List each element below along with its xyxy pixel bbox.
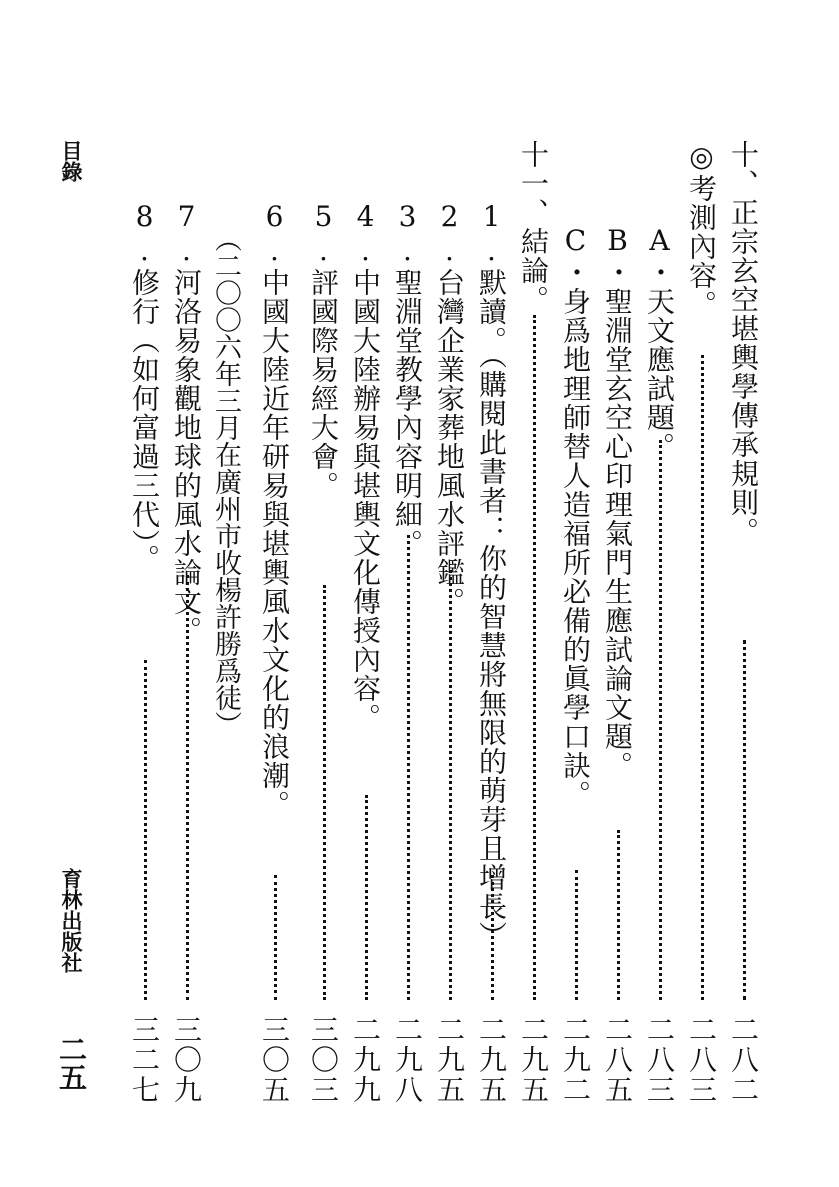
entry-page: 二八三 bbox=[685, 1015, 718, 1105]
toc-entry[interactable] bbox=[126, 140, 166, 1105]
section-label: 目錄 bbox=[59, 140, 83, 182]
entry-page: 二九九 bbox=[349, 1015, 382, 1105]
entry-title: B・聖淵堂玄空心印理氣門生應試論文題。 bbox=[601, 224, 634, 780]
leader-dots bbox=[144, 660, 147, 1000]
entry-page: 二九八 bbox=[391, 1015, 424, 1105]
leader-dots bbox=[186, 575, 189, 1000]
entry-page: 二九五 bbox=[433, 1015, 466, 1105]
entry-title: 2.台灣企業家葬地風水評鑑。 bbox=[433, 200, 466, 616]
toc-entry[interactable] bbox=[599, 140, 639, 1105]
entry-title: 十一、結論。 bbox=[517, 140, 550, 314]
entry-title: 5.評國際易經大會。 bbox=[307, 200, 340, 500]
entry-title: 4.中國大陸辦易與堪輿文化傳授內容。 bbox=[349, 200, 382, 732]
toc-entry[interactable] bbox=[641, 140, 681, 1105]
page-number: 二五 bbox=[55, 1035, 88, 1091]
leader-dots bbox=[743, 640, 746, 1000]
entry-page: 二九五 bbox=[517, 1015, 550, 1105]
toc-entry[interactable] bbox=[389, 140, 429, 1105]
toc-entry[interactable] bbox=[305, 140, 345, 1105]
toc-entry[interactable] bbox=[683, 140, 723, 1105]
entry-page: 二八二 bbox=[727, 1015, 760, 1105]
leader-dots bbox=[617, 830, 620, 1000]
entry-title: 1.默讀。（購閱此書者：你的智慧將無限的萌芽且增長） bbox=[475, 200, 508, 950]
toc-entry[interactable] bbox=[515, 140, 555, 1105]
toc-entry[interactable] bbox=[431, 140, 471, 1105]
entry-title: ◎考測內容。 bbox=[685, 140, 718, 319]
entry-note: （二〇〇六年三月在廣州市收楊許勝爲徒） bbox=[210, 225, 241, 738]
toc-entry[interactable] bbox=[557, 140, 597, 1105]
leader-dots bbox=[701, 355, 704, 1000]
toc-entry[interactable] bbox=[168, 140, 208, 1105]
entry-title: C・身爲地理師替人造福所必備的眞學口訣。 bbox=[559, 224, 592, 809]
entry-page: 二九五 bbox=[475, 1015, 508, 1105]
toc-entry[interactable] bbox=[725, 140, 765, 1105]
entry-page: 二八三 bbox=[643, 1015, 676, 1105]
toc-entry[interactable] bbox=[256, 140, 296, 1105]
entry-title: 8.修行（如何富過三代）。 bbox=[128, 200, 161, 573]
entry-title: A・天文應試題。 bbox=[643, 224, 676, 461]
entry-page: 二九二 bbox=[559, 1015, 592, 1105]
entry-page: 三〇九 bbox=[170, 1015, 203, 1105]
leader-dots bbox=[274, 875, 277, 1000]
leader-dots bbox=[323, 585, 326, 1000]
toc-entry[interactable] bbox=[347, 140, 387, 1105]
leader-dots bbox=[407, 535, 410, 1000]
leader-dots bbox=[575, 870, 578, 1000]
entry-page: 三〇五 bbox=[258, 1015, 291, 1105]
publisher-label: 育林出版社 bbox=[59, 868, 83, 973]
entry-page: 三〇三 bbox=[307, 1015, 340, 1105]
entry-title: 3.聖淵堂教學內容明細。 bbox=[391, 200, 424, 558]
entry-page: 二八五 bbox=[601, 1015, 634, 1105]
leader-dots bbox=[491, 875, 494, 1000]
entry-page: 三二七 bbox=[128, 1015, 161, 1105]
entry-title: 6.中國大陸近年研易與堪輿風水文化的浪潮。 bbox=[258, 200, 291, 819]
leader-dots bbox=[365, 795, 368, 1000]
leader-dots bbox=[659, 440, 662, 1000]
entry-title: 十、正宗玄空堪輿學傳承規則。 bbox=[727, 140, 760, 546]
toc-entry[interactable] bbox=[473, 140, 513, 1105]
leader-dots bbox=[449, 570, 452, 1000]
entry-title: 7.河洛易象觀地球的風水論文。 bbox=[170, 200, 203, 645]
leader-dots bbox=[533, 315, 536, 1000]
